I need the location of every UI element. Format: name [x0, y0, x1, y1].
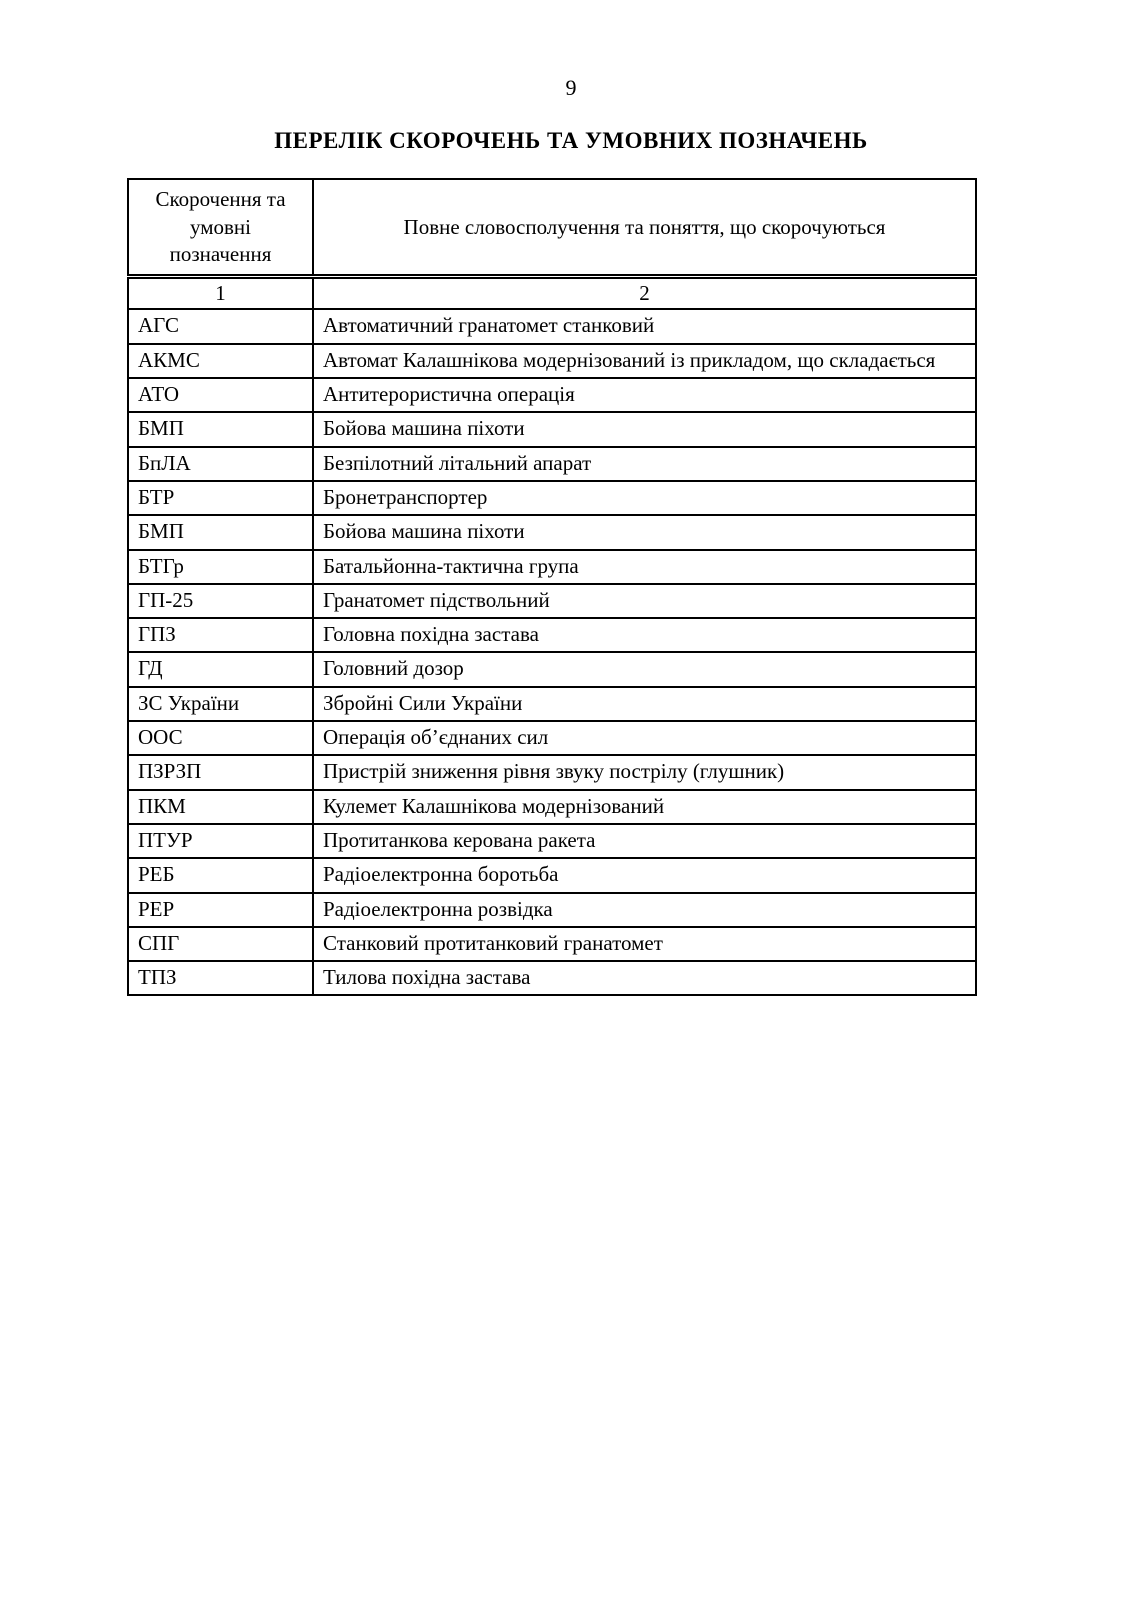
definition-cell: Пристрій зниження рівня звуку пострілу (глушник): [313, 755, 976, 789]
table-row: [128, 721, 976, 755]
table-row: [128, 550, 976, 584]
page-title: ПЕРЕЛІК СКОРОЧЕНЬ ТА УМОВНИХ ПОЗНАЧЕНЬ: [274, 128, 868, 154]
definition-cell: Тилова похідна застава: [313, 961, 976, 995]
definition-cell: Головний дозор: [313, 652, 976, 686]
abbreviation-cell: СПГ: [128, 927, 313, 961]
definition-cell: Батальйонна-тактична група: [313, 550, 976, 584]
table-row: [128, 790, 976, 824]
header-cell-definition: Повне словосполучення та поняття, що скорочуються: [313, 179, 976, 277]
page-number: 9: [565, 75, 577, 100]
abbreviation-cell: БТГр: [128, 550, 313, 584]
abbreviation-cell: ГП-25: [128, 584, 313, 618]
abbreviation-cell: ТПЗ: [128, 961, 313, 995]
table-row: [128, 755, 976, 789]
definition-cell: Антитерористична операція: [313, 378, 976, 412]
numbering-cell-2: 2: [313, 277, 976, 310]
table-header-row: [128, 179, 976, 277]
definition-cell: Радіоелектронна розвідка: [313, 893, 976, 927]
table-row: [128, 447, 976, 481]
table-row: [128, 378, 976, 412]
definition-cell: Бронетранспортер: [313, 481, 976, 515]
definition-cell: Збройні Сили України: [313, 687, 976, 721]
table-row: [128, 481, 976, 515]
table-row: [128, 858, 976, 892]
definition-cell: Станковий протитанковий гранатомет: [313, 927, 976, 961]
definition-cell: Головна похідна застава: [313, 618, 976, 652]
definition-cell: Протитанкова керована ракета: [313, 824, 976, 858]
abbreviation-cell: ГД: [128, 652, 313, 686]
abbreviation-cell: ЗС України: [128, 687, 313, 721]
table-row: [128, 515, 976, 549]
abbreviation-cell: АГС: [128, 309, 313, 343]
table-row: [128, 687, 976, 721]
definition-cell: Операція об’єднаних сил: [313, 721, 976, 755]
abbreviation-cell: ПЗРЗП: [128, 755, 313, 789]
definition-cell: Безпілотний літальний апарат: [313, 447, 976, 481]
table-row: [128, 309, 976, 343]
abbreviation-cell: АКМС: [128, 344, 313, 378]
abbreviation-cell: ООС: [128, 721, 313, 755]
abbreviation-cell: РЕБ: [128, 858, 313, 892]
table-row: [128, 652, 976, 686]
table-row: [128, 927, 976, 961]
definition-cell: Кулемет Калашнікова модернізований: [313, 790, 976, 824]
definition-cell: Радіоелектронна боротьба: [313, 858, 976, 892]
abbreviation-cell: БпЛА: [128, 447, 313, 481]
abbreviation-cell: ПТУР: [128, 824, 313, 858]
abbreviation-cell: ПКМ: [128, 790, 313, 824]
table-row: [128, 344, 976, 378]
abbreviation-cell: АТО: [128, 378, 313, 412]
definition-cell: Автомат Калашнікова модернізований із прикладом, що складається: [313, 344, 976, 378]
definition-cell: Бойова машина піхоти: [313, 515, 976, 549]
abbreviation-cell: БМП: [128, 412, 313, 446]
numbering-cell-1: 1: [128, 277, 313, 310]
definition-cell: Бойова машина піхоти: [313, 412, 976, 446]
table-row: [128, 412, 976, 446]
table-row: [128, 584, 976, 618]
header-cell-abbreviation: Скорочення та умовні позначення: [128, 179, 313, 277]
abbreviations-table: [127, 178, 977, 996]
table-row: [128, 893, 976, 927]
table-row: [128, 618, 976, 652]
table-row: [128, 961, 976, 995]
table-numbering-row: [128, 277, 976, 310]
table-row: [128, 824, 976, 858]
definition-cell: Автоматичний гранатомет станковий: [313, 309, 976, 343]
abbreviation-cell: ГПЗ: [128, 618, 313, 652]
abbreviation-cell: БТР: [128, 481, 313, 515]
definition-cell: Гранатомет підствольний: [313, 584, 976, 618]
abbreviation-cell: РЕР: [128, 893, 313, 927]
abbreviation-cell: БМП: [128, 515, 313, 549]
